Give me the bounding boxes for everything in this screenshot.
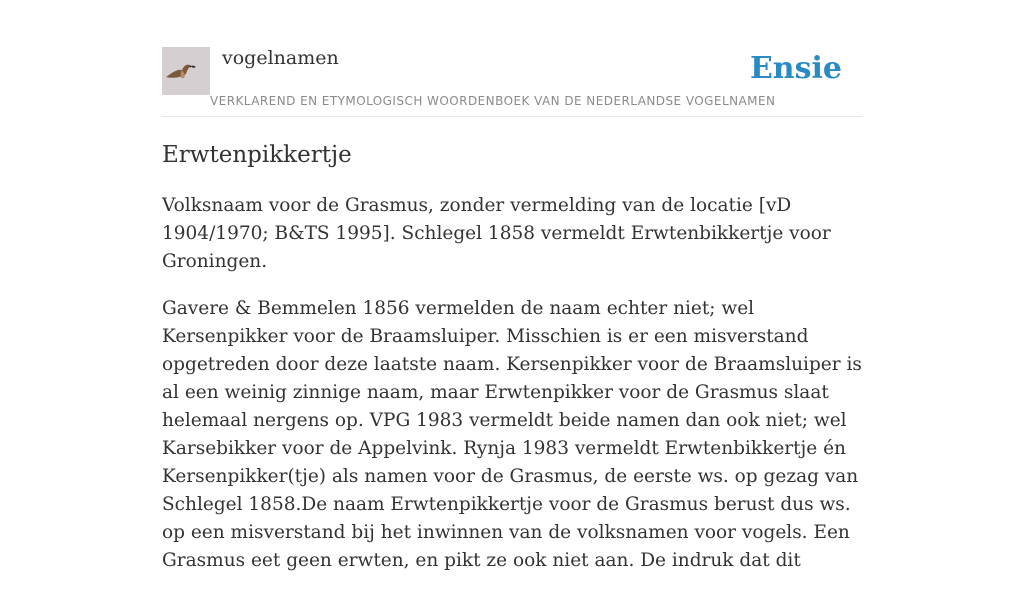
site-header [162,0,862,117]
page-container [162,0,862,571]
entry-title: Erwtenpikkertje [162,142,352,168]
entry-paragraph: Volksnaam voor de Grasmus, zonder vermelding van de locatie [vD 1904/1970; B&TS 1995]. Schlegel 1858 vermeldt Erwtenbikkertje voor Groningen. [162,195,831,272]
entry-body [162,192,862,594]
entry-paragraph: Gavere & Bemmelen 1856 vermelden de naam echter niet; wel Kersenpikker voor de Braamsluiper. Misschien is er een misverstand opgetreden door deze laatste naam. Kersenpikker voor de Braamsluiper is al een weinig zinnige naam, maar Erwtenpikker voor de Grasmus slaat helemaal nergens op. VPG 1983 vermeldt beide namen dan ook niet; wel Karsebikker voor de Appelvink. Rynja 1983 vermeldt Erwtenbikkertje én Kersenpikker(tje) als namen voor de Grasmus, de eerste ws. op gezag van Schlegel 1858.De naam Erwtenpikkertje voor de Grasmus berust dus ws. op een misverstand bij het inwinnen van de volksnamen voor vogels. Een Grasmus eet geen erwten, en pikt ze ook niet aan. De indruk dat dit [162,298,862,571]
site-name-link[interactable]: vogelnamen [222,47,339,69]
ensie-logo[interactable]: Ensie [749,51,842,86]
site-tagline: VERKLAREND EN ETYMOLOGISCH WOORDENBOEK VAN DE NEDERLANDSE VOGELNAMEN [210,94,776,108]
bird-avatar-icon[interactable] [162,47,210,95]
